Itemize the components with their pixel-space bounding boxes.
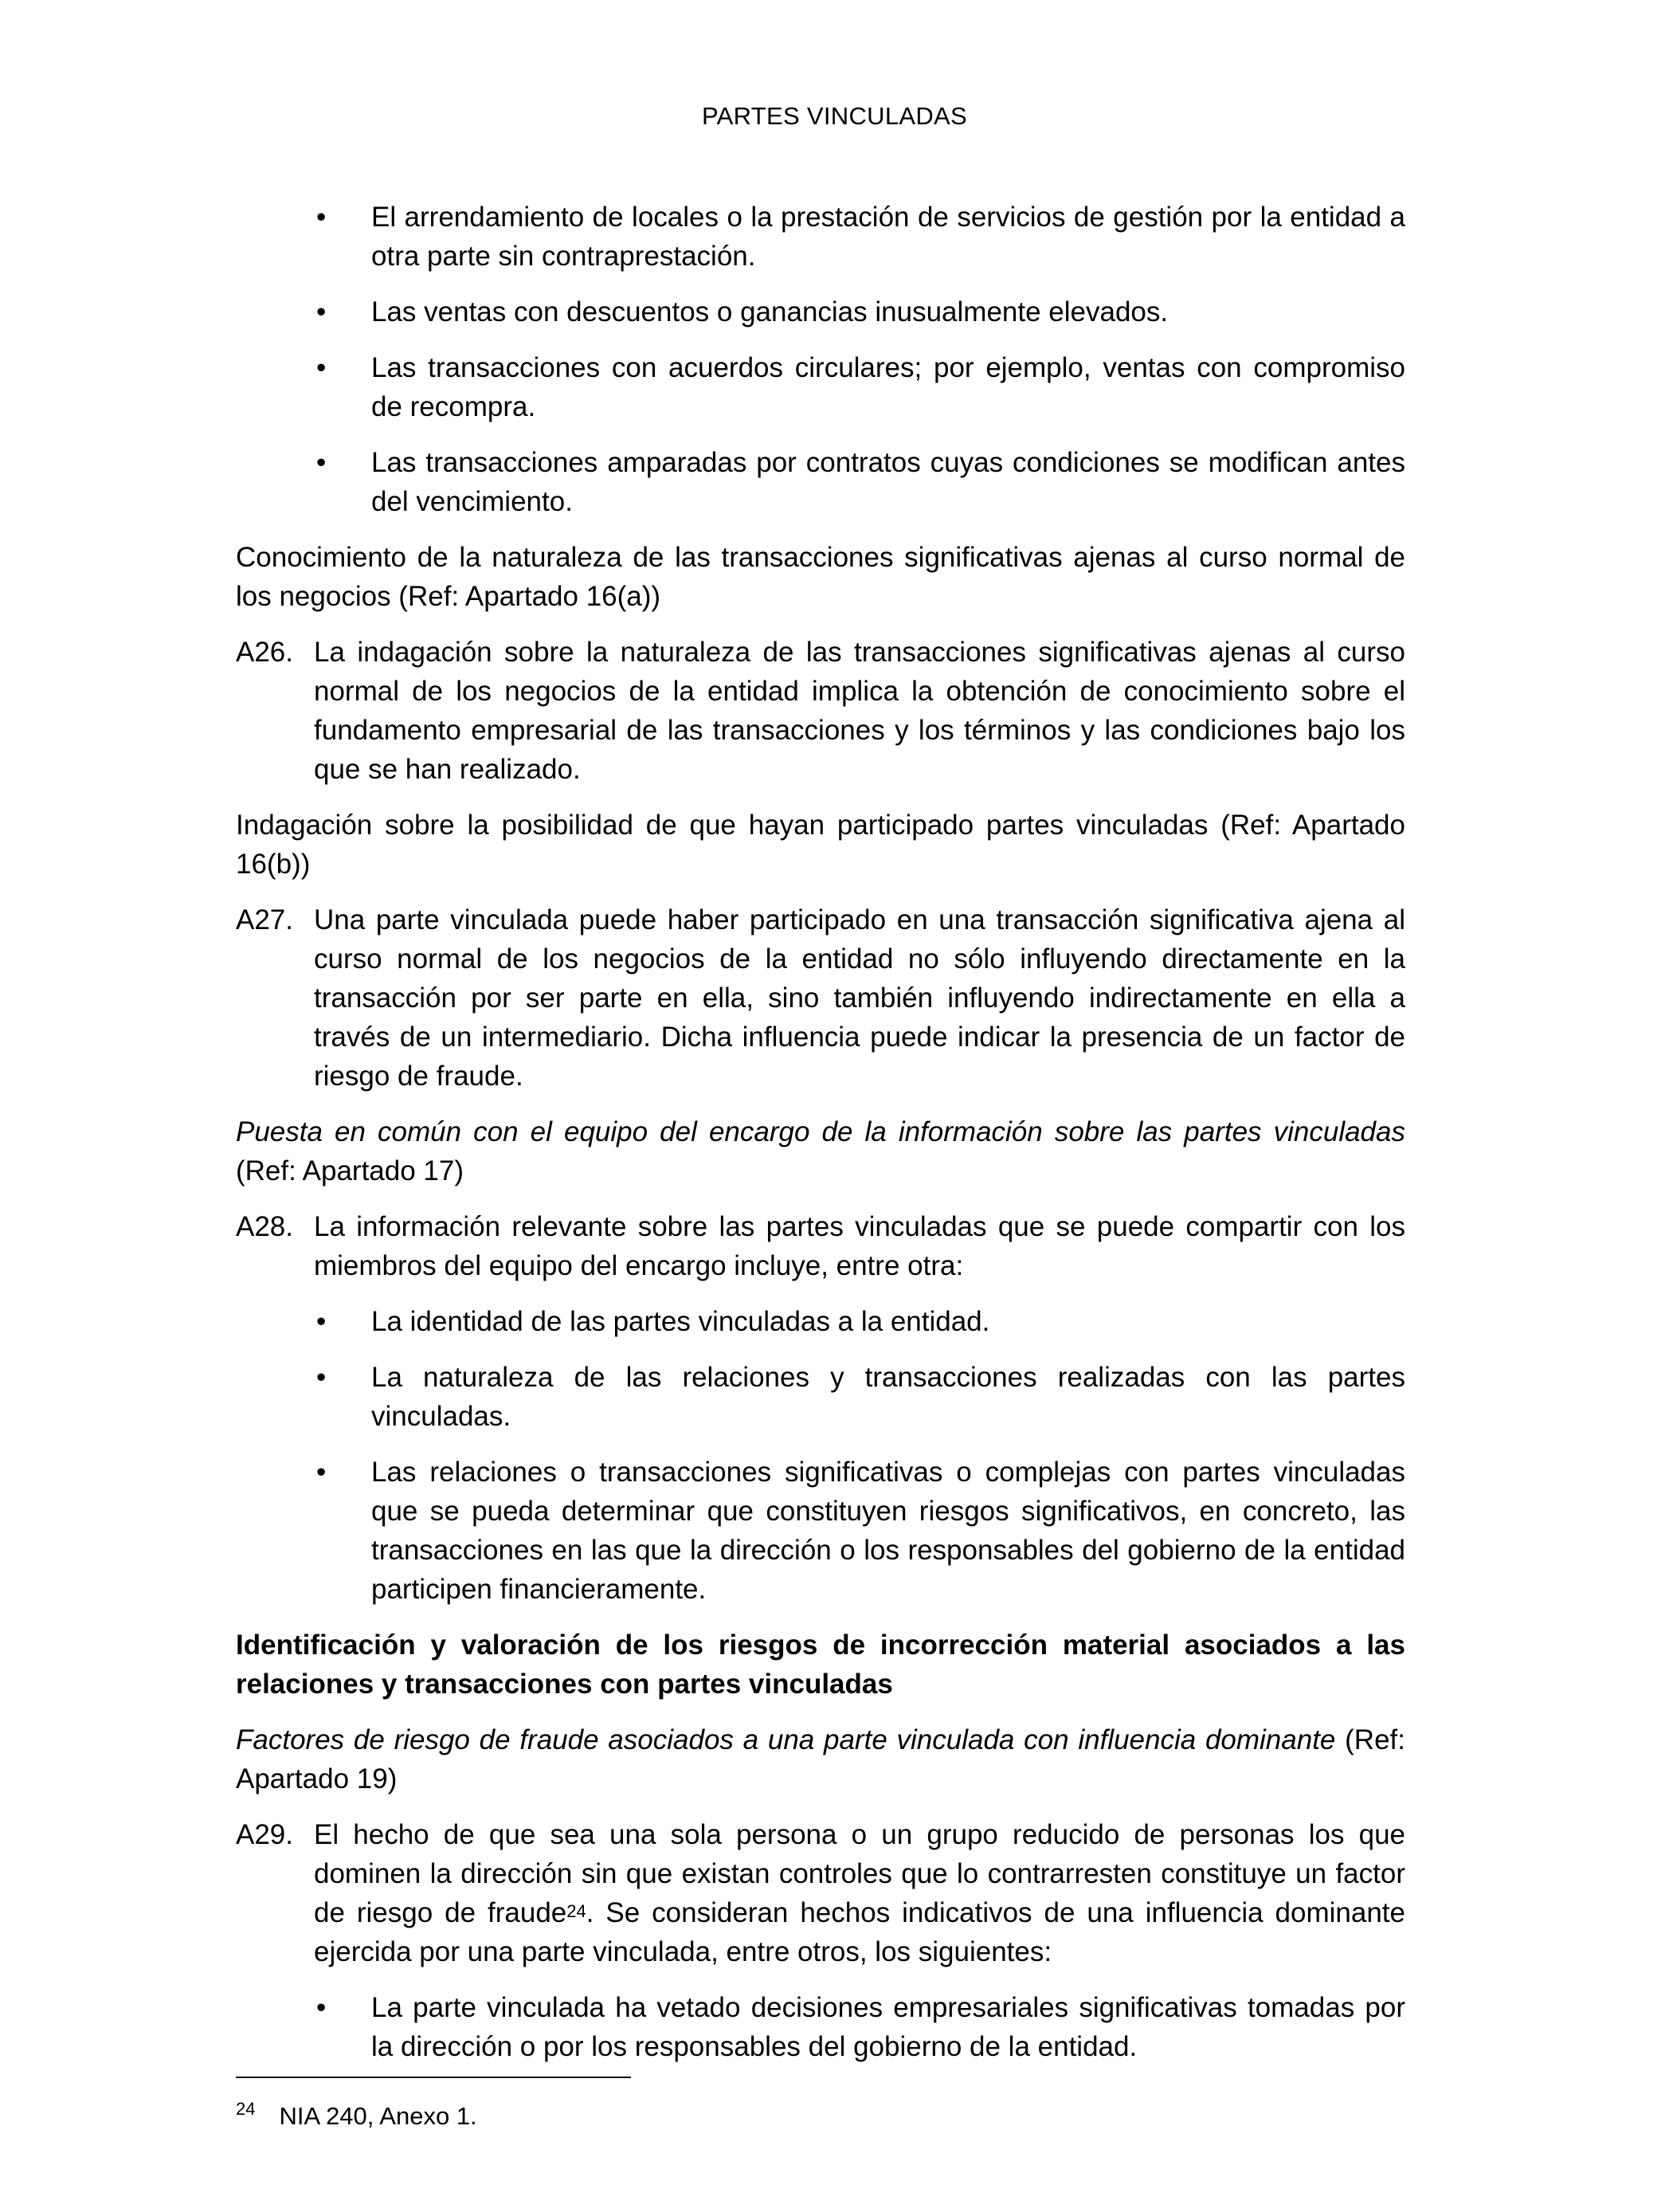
list-item [236,1302,1405,1341]
bullet-icon: • [316,1306,327,1337]
paragraph-text-part: El hecho de que sea una sola persona o un grupo reducido de personas los que dominen la dirección sin que existan controles que lo contrarresten constituye un factor de riesgo de fraude [314,1819,1405,1928]
bullet-icon: • [316,1992,327,2023]
list-item-text: Las transacciones amparadas por contratos cuyas condiciones se modifican antes del vencimiento. [371,447,1405,517]
bullet-icon: • [316,352,327,383]
paragraph-number: A29. [236,1819,293,1850]
footnote [236,2100,477,2135]
footnote-text: NIA 240, Anexo 1. [279,2102,477,2130]
list-item [236,1358,1405,1436]
list-item-text: Las relaciones o transacciones significativas o complejas con partes vinculadas que se pueda determinar que constituyen riesgos significativos, en concreto, las transacciones en las que la dirección o los responsables del gobierno de la entidad participen financieramente. [371,1457,1405,1605]
paragraph-number: A27. [236,904,293,935]
footnote-number: 24 [236,2099,256,2119]
section-heading-a26: Conocimiento de la naturaleza de las transacciones significativas ajenas al curso normal de los negocios (Ref: Apartado 16(a)) [236,542,1405,612]
list-item [236,348,1405,426]
intro-bullet-list [236,198,1405,521]
list-item-text: Las transacciones con acuerdos circulares; por ejemplo, ventas con compromiso de recompra. [371,352,1405,422]
list-item [236,1453,1405,1609]
paragraph-number: A28. [236,1211,293,1242]
list-item [236,1988,1405,2066]
list-item-text: La parte vinculada ha vetado decisiones empresariales significativas tomadas por la dirección o por los responsables del gobierno de la entidad. [371,1992,1405,2062]
list-item [236,292,1405,331]
paragraph-text: La indagación sobre la naturaleza de las transacciones significativas ajenas al curso normal de los negocios de la entidad implica la obtención de conocimiento sobre el fundamento empresarial de las transacciones y los términos y las condiciones bajo los que se han realizado. [314,637,1405,785]
paragraph-text [314,1819,1405,1967]
a28-bullet-list [314,1302,1405,1609]
paragraph-text-part: . Se consideran hechos indicativos de una influencia dominante ejercida por una parte vinculada, entre otros, los siguientes: [314,1897,1405,1967]
list-item [236,198,1405,276]
list-item-text: El arrendamiento de locales o la prestación de servicios de gestión por la entidad a otra parte sin contraprestación. [371,202,1405,272]
paragraph-number: A26. [236,637,293,668]
list-item-text: La identidad de las partes vinculadas a la entidad. [371,1306,990,1337]
bullet-icon: • [316,1362,327,1393]
list-item [236,443,1405,521]
footnote-divider [236,2077,631,2078]
paragraph-text: La información relevante sobre las partes vinculadas que se puede compartir con los miembros del equipo del encargo incluye, entre otra: [314,1211,1405,1281]
section-heading-ref: (Ref: Apartado 19) [236,1724,1405,1794]
main-section-heading: Identificación y valoración de los riesgos de incorrección material asociados a las relaciones y transacciones con partes vinculadas [236,1630,1405,1700]
paragraph-a29 [236,1815,1405,2066]
section-heading-a28 [236,1112,1405,1190]
bullet-icon: • [316,1457,327,1488]
bullet-icon: • [316,447,327,478]
page-content [236,198,1405,2083]
footnote-reference[interactable]: 24 [566,1901,586,1921]
paragraph-a27 [236,900,1405,1096]
paragraph-a28 [236,1207,1405,1609]
list-item-text: La naturaleza de las relaciones y transacciones realizadas con las partes vinculadas. [371,1362,1405,1432]
section-heading-a27: Indagación sobre la posibilidad de que hayan participado partes vinculadas (Ref: Apartado 16(b)) [236,810,1405,880]
section-heading-italic: Factores de riesgo de fraude asociados a una parte vinculada con influencia dominante [236,1724,1336,1755]
section-heading-italic: Puesta en común con el equipo del encargo de la información sobre las partes vinculadas [236,1116,1405,1147]
paragraph-text: Una parte vinculada puede haber participado en una transacción significativa ajena al curso normal de los negocios de la entidad no sólo influyendo directamente en la transacción por ser parte en ella, sino también influyendo indirectamente en ella a través de un intermediario. Dicha influencia puede indicar la presencia de un factor de riesgo de fraude. [314,904,1405,1092]
a29-bullet-list [314,1988,1405,2066]
section-heading-ref: (Ref: Apartado 17) [236,1155,464,1186]
running-header: PARTES VINCULADAS [702,102,967,130]
paragraph-a26 [236,633,1405,789]
bullet-icon: • [316,296,327,327]
list-item-text: Las ventas con descuentos o ganancias inusualmente elevados. [371,296,1169,327]
section-heading-a29 [236,1720,1405,1798]
bullet-icon: • [316,202,327,233]
